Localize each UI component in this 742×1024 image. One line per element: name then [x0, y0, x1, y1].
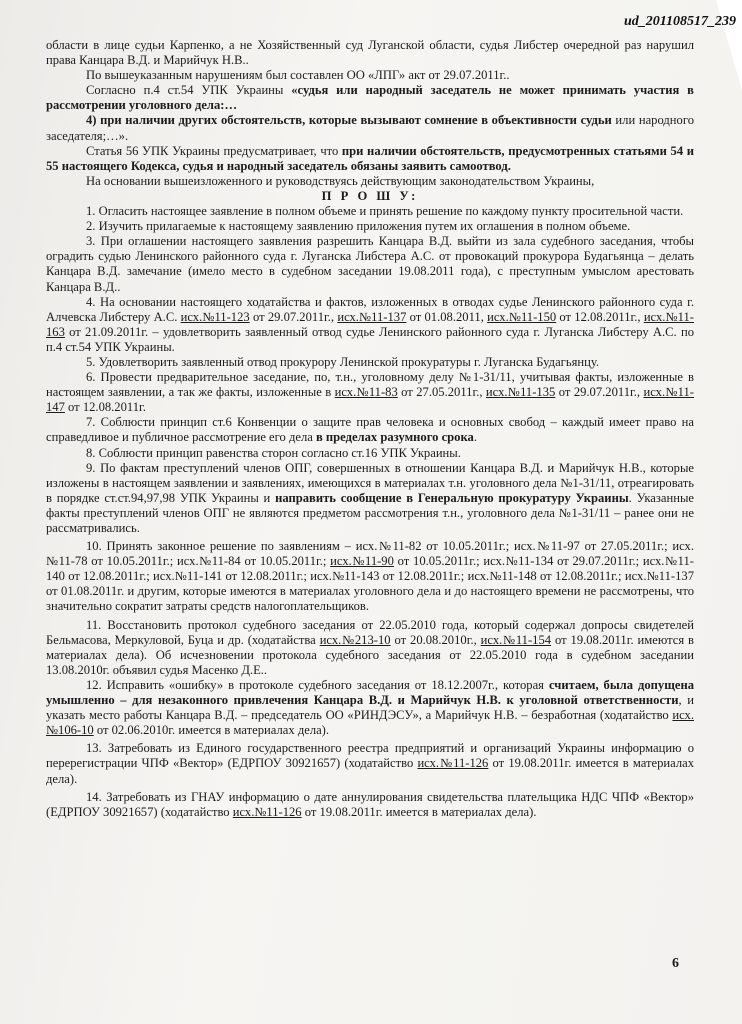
request-item-5: 5. Удовлетворить заявленный отвод прокурору Ленинской прокуратуры г. Луганска Будагьянцу. — [86, 354, 600, 369]
request-item-3: 3. При оглашении настоящего заявления разрешить Канцара В.Д. выйти из зала судебного заседания, чтобы оградить судью Ленинского районного суда г. Луганска Либстера А.С. от провокаций прокурора Будагьянца – делать Канцара В.Д. замечание (имело место в судебном заседании 19.08.2011 года), с преступным умыслом арестовать Канцара В.Д.. — [46, 234, 694, 294]
document-id: ud_201108517_239 — [623, 14, 736, 29]
request-item-12: 12. Исправить «ошибку» в протоколе судебного заседания от 18.12.2007г., которая считаем, была допущена умышленно – для незаконного привлечения Канцара В.Д. и Марийчук Н.В. к уголовной ответственности, и указать место работы Канцара В.Д. – председатель ОО «РИНДЭСУ», а Марийчук Н.В. – безработная (ходатайство исх.№106-10 от 02.06.2010г. имеется в материалах дела). — [46, 677, 695, 738]
paragraph-article-56: Статья 56 УПК Украины предусматривает, что при наличии обстоятельств, предусмотренных статьями 54 и 55 настоящего Кодекса, судья и народный заседатель обязаны заявить самоотвод. — [46, 143, 694, 173]
request-item-10: 10. Принять законное решение по заявлениям – исх.№11-82 от 10.05.2011г.; исх.№11-97 от 27.05.2011г.; исх.№11-78 от 10.05.2011г.; исх.№11-84 от 10.05.2011г.; исх.№11-90 от 10.05.2011г.; исх.№11-134 от 29.07.2011г.; исх.№11-140 от 12.08.2011г.; исх.№11-141 от 12.08.2011г.; исх.№11-143 от 12.08.2011г.; исх.№11-148 от 12.08.2011г.; исх.№11-137 от 01.08.2011г. и другим, которые имеются в материалах уголовного дела и до настоящего времени не рассмотрены, что значительно сократит затраты средств налогоплательщиков. — [46, 539, 694, 614]
paragraph-article-54: Согласно п.4 ст.54 УПК Украины «судья или народный заседатель не может принимать участия в рассмотрении уголовного дела:… — [46, 83, 694, 113]
request-heading: П Р О Ш У: — [321, 188, 419, 203]
request-item-11: 11. Восстановить протокол судебного заседания от 22.05.2010 года, который содержал допросы свидетелей Бельмасова, Меркуловой, Буца и др. (ходатайства исх.№213-10 от 20.08.2010г., исх.№11-154 от 19.08.2011г. имеются в материалах дела). Об исчезновении протокола судебного заседания от 22.05.2010 года в судебном заседании 13.08.2010г. объявил судья Масенко Д.Е.. — [46, 617, 694, 677]
request-item-9: 9. По фактам преступлений членов ОПГ, совершенных в отношении Канцара В.Д. и Марийчук Н.В., которые изложены в настоящем заявлении и заявлениях, имеющихся в материалах т.н. уголовного дела №1-31/11, отреагировать в порядке ст.ст.94,97,98 УПК Украины и направить сообщение в Генеральную прокуратуру Украины. Указанные факты преступлений членов ОПГ не являются предметом рассмотрения т.н., уголовного дела №1-31/11 – ранее они не рассматривались. — [46, 460, 694, 535]
paragraph-intro: области в лице судьи Карпенко, а не Хозяйственный суд Луганской области, судья Либстер очередной раз нарушил права Канцара В.Д. и Марийчук Н.В.. — [46, 38, 694, 68]
paragraph-article-54-item4: 4) при наличии других обстоятельств, которые вызывают сомнение в объективности судьи или народного заседателя;…». — [46, 113, 694, 143]
request-item-2: 2. Изучить прилагаемые к настоящему заявлению приложения путем их оглашения в полном объеме. — [86, 219, 631, 234]
request-item-4: 4. На основании настоящего ходатайства и фактов, изложенных в отводах судье Ленинского районного суда г. Алчевска Либстеру А.С. исх.№11-123 от 29.07.2011г., исх.№11-137 от 01.08.2011, исх.№11-150 от 12.08.2011г., исх.№11-163 от 21.09.2011г. – удовлетворить заявленный отвод судье Ленинского районного суда г. Луганска Либстеру А.С. по п.4 ст.54 УПК Украины. — [46, 294, 694, 354]
request-item-6: 6. Провести предварительное заседание, по, т.н., уголовному делу №1-31/11, учитывая факты, изложенные в настоящем заявлении, а так же факты, изложенные в исх.№11-83 от 27.05.2011г., исх.№11-135 от 29.07.2011г., исх.№11-147 от 12.08.2011г. — [46, 370, 695, 415]
request-item-1: 1. Огласить настоящее заявление в полном объеме и принять решение по каждому пункту просительной части. — [86, 204, 684, 219]
paragraph-act: По вышеуказанным нарушениям был составлен ОО «ЛПГ» акт от 29.07.2011г.. — [86, 68, 510, 83]
page-number: 6 — [672, 956, 679, 971]
request-item-7: 7. Соблюсти принцип ст.6 Конвенции о защите прав человека и основных свобод – каждый имеет право на справедливое и публичное рассмотрение его дела в пределах разумного срока. — [46, 415, 694, 445]
request-item-13: 13. Затребовать из Единого государственного реестра предприятий и организаций Украины информацию о перерегистрации ЧПФ «Вектор» (ЕДРПОУ 30921657) (ходатайство исх.№11-126 от 19.08.2011г. имеется в материалах дела). — [46, 741, 694, 786]
request-item-14: 14. Затребовать из ГНАУ информацию о дате аннулирования свидетельства плательщика НДС ЧПФ «Вектор» (ЕДРПОУ 30921657) (ходатайство исх.№11-126 от 19.08.2011г. имеется в материалах дела). — [46, 789, 694, 819]
request-item-8: 8. Соблюсти принцип равенства сторон согласно ст.16 УПК Украины. — [86, 445, 461, 460]
paragraph-basis: На основании вышеизложенного и руководствуясь действующим законодательством Украины, — [86, 173, 595, 188]
document-body — [46, 38, 694, 820]
